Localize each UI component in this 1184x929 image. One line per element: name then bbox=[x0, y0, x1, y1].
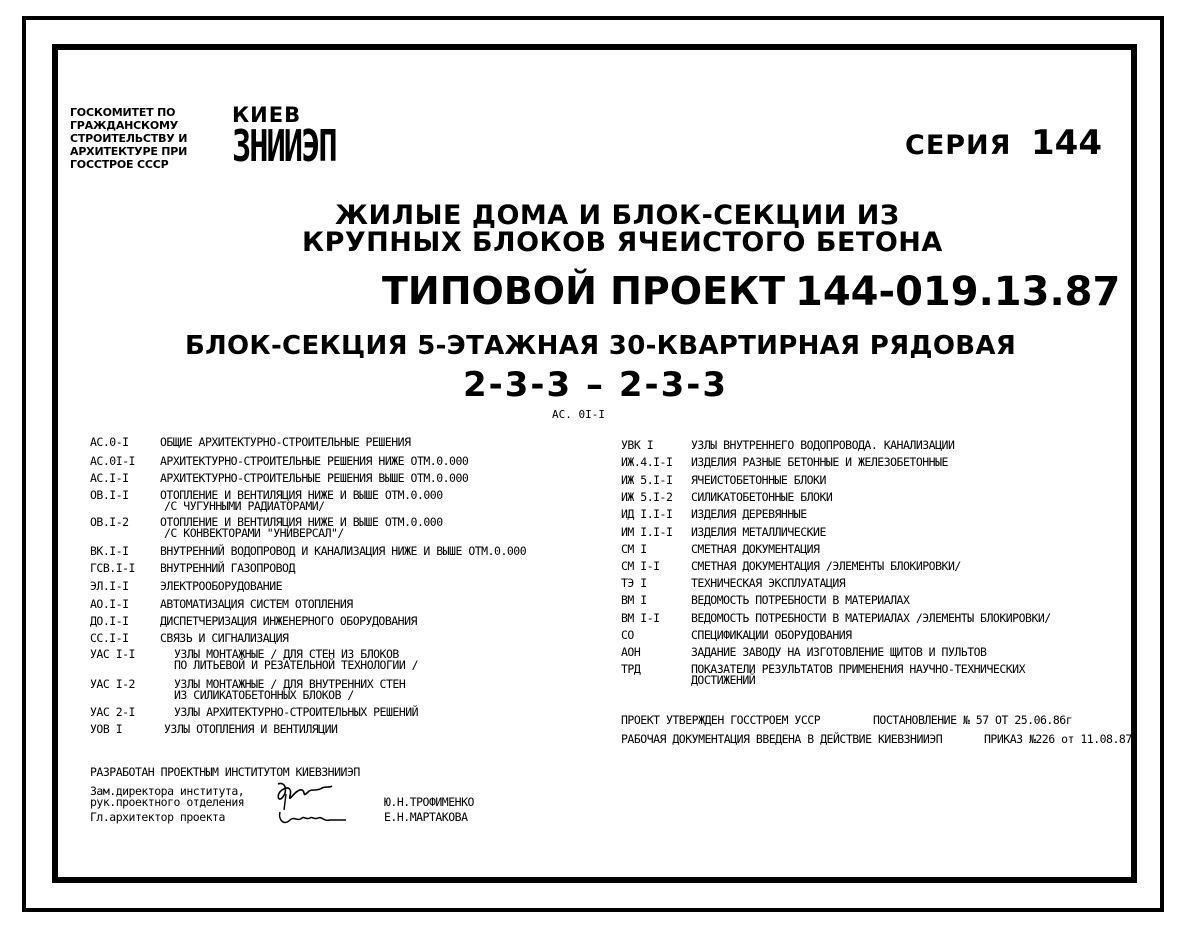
doc-code: АС.0-I bbox=[90, 435, 129, 449]
section-code: 2-3-3 – 2-3-3 bbox=[463, 365, 729, 405]
org-line: АРХИТЕКТУРЕ ПРИ bbox=[70, 145, 188, 158]
org-line: ГОСКОМИТЕТ ПО bbox=[70, 106, 176, 119]
series-label: СЕРИЯ bbox=[905, 130, 1012, 161]
doc-desc: ЯЧЕИСТОБЕТОННЫЕ БЛОКИ bbox=[691, 473, 826, 487]
doc-code: УАС 2-I bbox=[90, 705, 135, 719]
doc-desc: УЗЛЫ МОНТАЖНЫЕ / ДЛЯ ВНУТРЕННИХ СТЕН bbox=[174, 677, 406, 691]
approval-line: ПРОЕКТ УТВЕРЖДЕН ГОССТРОЕМ УССР bbox=[621, 713, 821, 727]
doc-desc: ДИСПЕТЧЕРИЗАЦИЯ ИНЖЕНЕРНОГО ОБОРУДОВАНИЯ bbox=[160, 614, 417, 628]
doc-desc: СМЕТНАЯ ДОКУМЕНТАЦИЯ bbox=[691, 542, 820, 556]
doc-desc: УЗЛЫ ВНУТРЕННЕГО ВОДОПРОВОДА. КАНАЛИЗАЦИИ bbox=[691, 438, 955, 452]
doc-desc: ВНУТРЕННИЙ ВОДОПРОВОД И КАНАЛИЗАЦИЯ НИЖЕ И ВЫШЕ ОТМ.0.000 bbox=[160, 544, 527, 558]
doc-code: УОВ I bbox=[90, 722, 123, 736]
doc-code: ВК.I-I bbox=[90, 544, 129, 558]
doc-desc: ВЕДОМОСТЬ ПОТРЕБНОСТИ В МАТЕРИАЛАХ bbox=[691, 593, 910, 607]
doc-desc: АРХИТЕКТУРНО-СТРОИТЕЛЬНЫЕ РЕШЕНИЯ НИЖЕ ОТМ.0.000 bbox=[160, 454, 469, 468]
doc-code: СО bbox=[621, 628, 634, 642]
doc-desc: АВТОМАТИЗАЦИЯ СИСТЕМ ОТОПЛЕНИЯ bbox=[160, 597, 353, 611]
doc-desc-continued: /С КОНВЕКТОРАМИ "УНИВЕРСАЛ"/ bbox=[164, 526, 344, 540]
doc-desc: УЗЛЫ ОТОПЛЕНИЯ И ВЕНТИЛЯЦИИ bbox=[164, 722, 338, 736]
doc-code: ЭЛ.I-I bbox=[90, 579, 129, 593]
doc-desc: ИЗДЕЛИЯ МЕТАЛЛИЧЕСКИЕ bbox=[691, 525, 826, 539]
doc-code: ДО.I-I bbox=[90, 614, 129, 628]
doc-code: ВМ I-I bbox=[621, 611, 660, 625]
project-number: 144-019.13.87 bbox=[795, 269, 1121, 315]
developer-line: РАЗРАБОТАН ПРОЕКТНЫМ ИНСТИТУТОМ КИЕВЗНИИЭП bbox=[90, 765, 360, 779]
doc-code: ТЭ I bbox=[621, 576, 647, 590]
title-line-1: ЖИЛЫЕ ДОМА И БЛОК-СЕКЦИИ ИЗ bbox=[335, 200, 900, 231]
org-line: ГРАЖДАНСКОМУ bbox=[70, 119, 179, 132]
doc-desc: ИЗДЕЛИЯ РАЗНЫЕ БЕТОННЫЕ И ЖЕЛЕЗОБЕТОННЫЕ bbox=[691, 455, 948, 469]
doc-code: ОВ.I-2 bbox=[90, 515, 129, 529]
approval-line: РАБОЧАЯ ДОКУМЕНТАЦИЯ ВВЕДЕНА В ДЕЙСТВИЕ КИЕВЗНИИЭП bbox=[621, 732, 943, 746]
doc-desc: ЭЛЕКТРООБОРУДОВАНИЕ bbox=[160, 579, 283, 593]
signature-2-icon bbox=[276, 806, 348, 830]
sheet-mark: АС. 0I-I bbox=[552, 408, 605, 421]
project-label: ТИПОВОЙ ПРОЕКТ bbox=[382, 269, 786, 313]
org-line: ГОССТРОЕ СССР bbox=[70, 158, 169, 171]
doc-desc: ВНУТРЕННИЙ ГАЗОПРОВОД bbox=[160, 561, 295, 575]
doc-desc-continued: /С ЧУГУННЫМИ РАДИАТОРАМИ/ bbox=[164, 499, 325, 513]
title-line-2: КРУПНЫХ БЛОКОВ ЯЧЕИСТОГО БЕТОНА bbox=[302, 227, 943, 258]
doc-code: АС.0I-I bbox=[90, 454, 135, 468]
doc-desc: УЗЛЫ АРХИТЕКТУРНО-СТРОИТЕЛЬНЫХ РЕШЕНИЙ bbox=[174, 705, 419, 719]
doc-code: ОВ.I-I bbox=[90, 488, 129, 502]
doc-code: ТРД bbox=[621, 662, 641, 676]
doc-desc: СМЕТНАЯ ДОКУМЕНТАЦИЯ /ЭЛЕМЕНТЫ БЛОКИРОВКИ/ bbox=[691, 559, 961, 573]
doc-desc: СПЕЦИФИКАЦИИ ОБОРУДОВАНИЯ bbox=[691, 628, 852, 642]
doc-code: СМ I bbox=[621, 542, 647, 556]
logo-city: КИЕВ bbox=[232, 103, 302, 127]
doc-code: УАС I-2 bbox=[90, 677, 135, 691]
doc-code: АО.I-I bbox=[90, 597, 129, 611]
series-number: 144 bbox=[1031, 123, 1102, 163]
doc-code: ВМ I bbox=[621, 593, 647, 607]
role-label: рук.проектного отделения bbox=[90, 795, 245, 809]
doc-code: АС.I-I bbox=[90, 471, 129, 485]
doc-desc: СВЯЗЬ И СИГНАЛИЗАЦИЯ bbox=[160, 631, 289, 645]
doc-desc: ВЕДОМОСТЬ ПОТРЕБНОСТИ В МАТЕРИАЛАХ /ЭЛЕМЕНТЫ БЛОКИРОВКИ/ bbox=[691, 611, 1051, 625]
logo-mark: ЗНИИЭП bbox=[232, 120, 336, 172]
signatory-name: Ю.Н.ТРОФИМЕНКО bbox=[384, 795, 474, 809]
doc-code: ИЖ 5.I-I bbox=[621, 473, 673, 487]
doc-code: СС.I-I bbox=[90, 631, 129, 645]
doc-desc: ОБЩИЕ АРХИТЕКТУРНО-СТРОИТЕЛЬНЫЕ РЕШЕНИЯ bbox=[160, 435, 411, 449]
doc-code: УВК I bbox=[621, 438, 654, 452]
doc-code: ИЖ 5.I-2 bbox=[621, 490, 673, 504]
approval-decree: ПОСТАНОВЛЕНИЕ № 57 ОТ 25.06.86г bbox=[873, 713, 1073, 727]
doc-desc: ЗАДАНИЕ ЗАВОДУ НА ИЗГОТОВЛЕНИЕ ЩИТОВ И ПУЛЬТОВ bbox=[691, 645, 987, 659]
doc-desc-continued: ДОСТИЖЕНИЙ bbox=[691, 673, 756, 687]
doc-code: ИД I.I-I bbox=[621, 507, 673, 521]
doc-desc: УЗЛЫ МОНТАЖНЫЕ / ДЛЯ СТЕН ИЗ БЛОКОВ bbox=[174, 647, 399, 661]
doc-code: ИМ I.I-I bbox=[621, 525, 673, 539]
role-label: Гл.архитектор проекта bbox=[90, 810, 225, 824]
doc-code: СМ I-I bbox=[621, 559, 660, 573]
doc-desc-continued: ПО ЛИТЬЕВОЙ И РЕЗАТЕЛЬНОЙ ТЕХНОЛОГИИ / bbox=[174, 658, 419, 672]
section-title: БЛОК-СЕКЦИЯ 5-ЭТАЖНАЯ 30-КВАРТИРНАЯ РЯДОВАЯ bbox=[185, 331, 1017, 361]
organization-block bbox=[70, 106, 187, 171]
doc-desc-continued: ИЗ СИЛИКАТОБЕТОННЫХ БЛОКОВ / bbox=[174, 688, 354, 702]
doc-desc: АРХИТЕКТУРНО-СТРОИТЕЛЬНЫЕ РЕШЕНИЯ ВЫШЕ ОТМ.0.000 bbox=[160, 471, 469, 485]
org-line: СТРОИТЕЛЬСТВУ И bbox=[70, 132, 188, 145]
doc-desc: ТЕХНИЧЕСКАЯ ЭКСПЛУАТАЦИЯ bbox=[691, 576, 846, 590]
doc-desc: ИЗДЕЛИЯ ДЕРЕВЯННЫЕ bbox=[691, 507, 807, 521]
approval-order: ПРИКАЗ №226 от 11.08.87 bbox=[984, 732, 1132, 746]
doc-code: АОН bbox=[621, 645, 641, 659]
doc-desc: ПОКАЗАТЕЛИ РЕЗУЛЬТАТОВ ПРИМЕНЕНИЯ НАУЧНО-ТЕХНИЧЕСКИХ bbox=[691, 662, 1026, 676]
doc-desc: СИЛИКАТОБЕТОННЫЕ БЛОКИ bbox=[691, 490, 833, 504]
doc-desc: ОТОПЛЕНИЕ И ВЕНТИЛЯЦИЯ НИЖЕ И ВЫШЕ ОТМ.0.000 bbox=[160, 488, 443, 502]
signatory-name: Е.Н.МАРТАКОВА bbox=[384, 810, 468, 824]
doc-desc: ОТОПЛЕНИЕ И ВЕНТИЛЯЦИЯ НИЖЕ И ВЫШЕ ОТМ.0.000 bbox=[160, 515, 443, 529]
role-label: Зам.директора института, bbox=[90, 784, 245, 798]
doc-code: УАС I-I bbox=[90, 647, 135, 661]
doc-code: ГСВ.I-I bbox=[90, 561, 135, 575]
doc-code: ИЖ.4.I-I bbox=[621, 455, 673, 469]
